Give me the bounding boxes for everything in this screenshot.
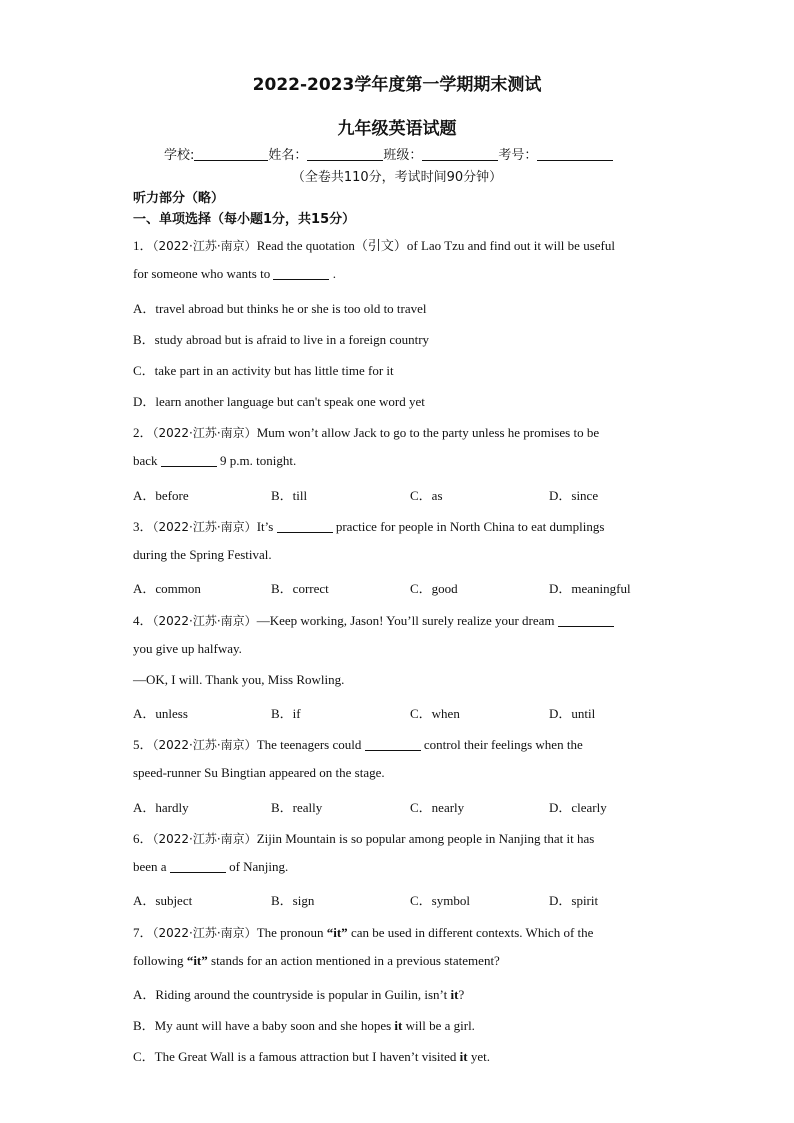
option-b[interactable]: B．correct bbox=[271, 581, 329, 596]
question-text: The teenagers could bbox=[256, 737, 362, 752]
option-c[interactable]: C．as bbox=[410, 488, 443, 503]
answer-blank bbox=[365, 738, 421, 751]
question-text: of Nanjing. bbox=[229, 859, 289, 874]
question-4-line3: —OK, I will. Thank you, Miss Rowling. bbox=[133, 672, 345, 687]
option-c[interactable]: C．nearly bbox=[410, 800, 465, 815]
question-number: 7． bbox=[133, 925, 153, 940]
question-7 bbox=[133, 922, 593, 941]
exam-title: 2022-2023学年度第一学期期末测试 bbox=[252, 75, 542, 95]
option-c[interactable]: C．take part in an activity but has little time for it bbox=[133, 363, 394, 378]
option-d[interactable]: D．clearly bbox=[549, 800, 607, 815]
option-b[interactable]: B．till bbox=[271, 488, 308, 503]
option-d[interactable]: D．learn another language but can't speak one word yet bbox=[133, 394, 425, 409]
question-number: 4． bbox=[133, 613, 153, 628]
exam-subtitle: 九年级英语试题 bbox=[337, 119, 457, 139]
option-a[interactable]: A．common bbox=[133, 581, 201, 596]
question-text: control their feelings when the bbox=[423, 737, 583, 752]
question-number: 5． bbox=[133, 737, 153, 752]
name-label: 姓名： bbox=[268, 148, 308, 163]
option-a[interactable]: A．travel abroad but thinks he or she is too old to travel bbox=[133, 301, 427, 316]
question-2 bbox=[133, 422, 599, 441]
option-a[interactable]: A．before bbox=[133, 488, 189, 503]
question-3-line2: during the Spring Festival. bbox=[133, 547, 272, 562]
question-text: It’s bbox=[256, 519, 274, 534]
question-source: （2022·江苏·南京） bbox=[152, 832, 257, 846]
option-c[interactable] bbox=[133, 1046, 490, 1065]
question-text: been a bbox=[133, 859, 167, 874]
school-label: 学校: bbox=[164, 148, 195, 163]
question-1-line2 bbox=[133, 266, 336, 282]
question-text: stands for an action mentioned in a previous statement? bbox=[207, 953, 500, 968]
exam-note: （全卷共110分，考试时间90分钟） bbox=[291, 170, 503, 185]
class-blank[interactable] bbox=[422, 147, 498, 161]
option-c[interactable]: C．symbol bbox=[410, 893, 470, 908]
question-5-line2: speed-runner Su Bingtian appeared on the stage. bbox=[133, 765, 385, 780]
question-1 bbox=[133, 235, 615, 254]
question-3 bbox=[133, 516, 604, 535]
emphasis-it: “it” bbox=[186, 953, 208, 968]
question-source: （2022·江苏·南京） bbox=[152, 239, 257, 253]
question-text: can be used in different contexts. Which of the bbox=[347, 925, 594, 940]
option-a[interactable]: A．subject bbox=[133, 893, 193, 908]
question-number: 3． bbox=[133, 519, 153, 534]
question-source: （2022·江苏·南京） bbox=[152, 738, 257, 752]
question-source: （2022·江苏·南京） bbox=[152, 520, 257, 534]
question-5 bbox=[133, 734, 583, 753]
question-number: 1． bbox=[133, 238, 153, 253]
option-a[interactable]: A．unless bbox=[133, 706, 188, 721]
question-number: 6． bbox=[133, 831, 153, 846]
number-blank[interactable] bbox=[537, 147, 613, 161]
option-b[interactable]: B．if bbox=[271, 706, 301, 721]
answer-blank bbox=[161, 454, 217, 467]
option-b[interactable]: B．sign bbox=[271, 893, 315, 908]
question-number: 2． bbox=[133, 425, 153, 440]
question-text: for someone who wants to bbox=[133, 266, 271, 281]
option-d[interactable]: D．until bbox=[549, 706, 596, 721]
emphasis-it: it bbox=[394, 1018, 403, 1033]
question-text: . bbox=[332, 266, 336, 281]
option-a[interactable] bbox=[133, 984, 464, 1003]
question-source: （2022·江苏·南京） bbox=[152, 926, 257, 940]
school-blank[interactable] bbox=[194, 147, 268, 161]
option-b[interactable]: B．really bbox=[271, 800, 323, 815]
option-d[interactable]: D．spirit bbox=[549, 893, 599, 908]
listening-section-heading: 听力部分（略） bbox=[133, 191, 225, 206]
option-text: C．The Great Wall is a famous attraction but I haven’t visited bbox=[133, 1049, 460, 1064]
emphasis-it: it bbox=[459, 1049, 468, 1064]
question-text: back bbox=[133, 453, 158, 468]
option-b[interactable]: B．study abroad but is afraid to live in a foreign country bbox=[133, 332, 430, 347]
student-info-fields bbox=[164, 144, 613, 163]
question-text: The pronoun bbox=[256, 925, 327, 940]
question-text: practice for people in North China to eat dumplings bbox=[335, 519, 605, 534]
option-d[interactable]: D．since bbox=[549, 488, 599, 503]
option-text: yet. bbox=[467, 1049, 490, 1064]
option-d[interactable]: D．meaningful bbox=[549, 581, 631, 596]
name-blank[interactable] bbox=[307, 147, 383, 161]
class-label: 班级： bbox=[383, 148, 423, 163]
question-4 bbox=[133, 610, 614, 629]
question-text: Read the quotation（引文）of Lao Tzu and find out it will be useful bbox=[256, 238, 615, 253]
question-6 bbox=[133, 828, 594, 847]
question-text: 9 p.m. tonight. bbox=[220, 453, 297, 468]
option-c[interactable]: C．when bbox=[410, 706, 460, 721]
question-4-line2: you give up halfway. bbox=[133, 641, 242, 656]
option-text: will be a girl. bbox=[402, 1018, 475, 1033]
option-text: ? bbox=[458, 987, 465, 1002]
option-text: B．My aunt will have a baby soon and she hopes bbox=[133, 1018, 395, 1033]
question-text: following bbox=[133, 953, 187, 968]
emphasis-it: it bbox=[450, 987, 459, 1002]
number-label: 考号： bbox=[498, 148, 538, 163]
answer-blank bbox=[170, 860, 226, 873]
question-source: （2022·江苏·南京） bbox=[152, 614, 257, 628]
answer-blank bbox=[273, 267, 329, 280]
question-text: —Keep working, Jason! You’ll surely realize your dream bbox=[256, 613, 555, 628]
single-choice-heading: 一、单项选择（每小题1分，共15分） bbox=[133, 212, 356, 227]
answer-blank bbox=[558, 614, 614, 627]
option-c[interactable]: C．good bbox=[410, 581, 458, 596]
emphasis-it: “it” bbox=[326, 925, 348, 940]
option-b[interactable] bbox=[133, 1015, 475, 1034]
option-text: A．Riding around the countryside is popular in Guilin, isn’t bbox=[133, 987, 451, 1002]
answer-blank bbox=[277, 520, 333, 533]
option-a[interactable]: A．hardly bbox=[133, 800, 189, 815]
question-7-line2 bbox=[133, 953, 500, 969]
question-text: Mum won’t allow Jack to go to the party unless he promises to be bbox=[256, 425, 600, 440]
question-source: （2022·江苏·南京） bbox=[152, 426, 257, 440]
question-text: Zijin Mountain is so popular among people in Nanjing that it has bbox=[256, 831, 595, 846]
question-2-line2 bbox=[133, 453, 296, 469]
question-6-line2 bbox=[133, 859, 288, 875]
